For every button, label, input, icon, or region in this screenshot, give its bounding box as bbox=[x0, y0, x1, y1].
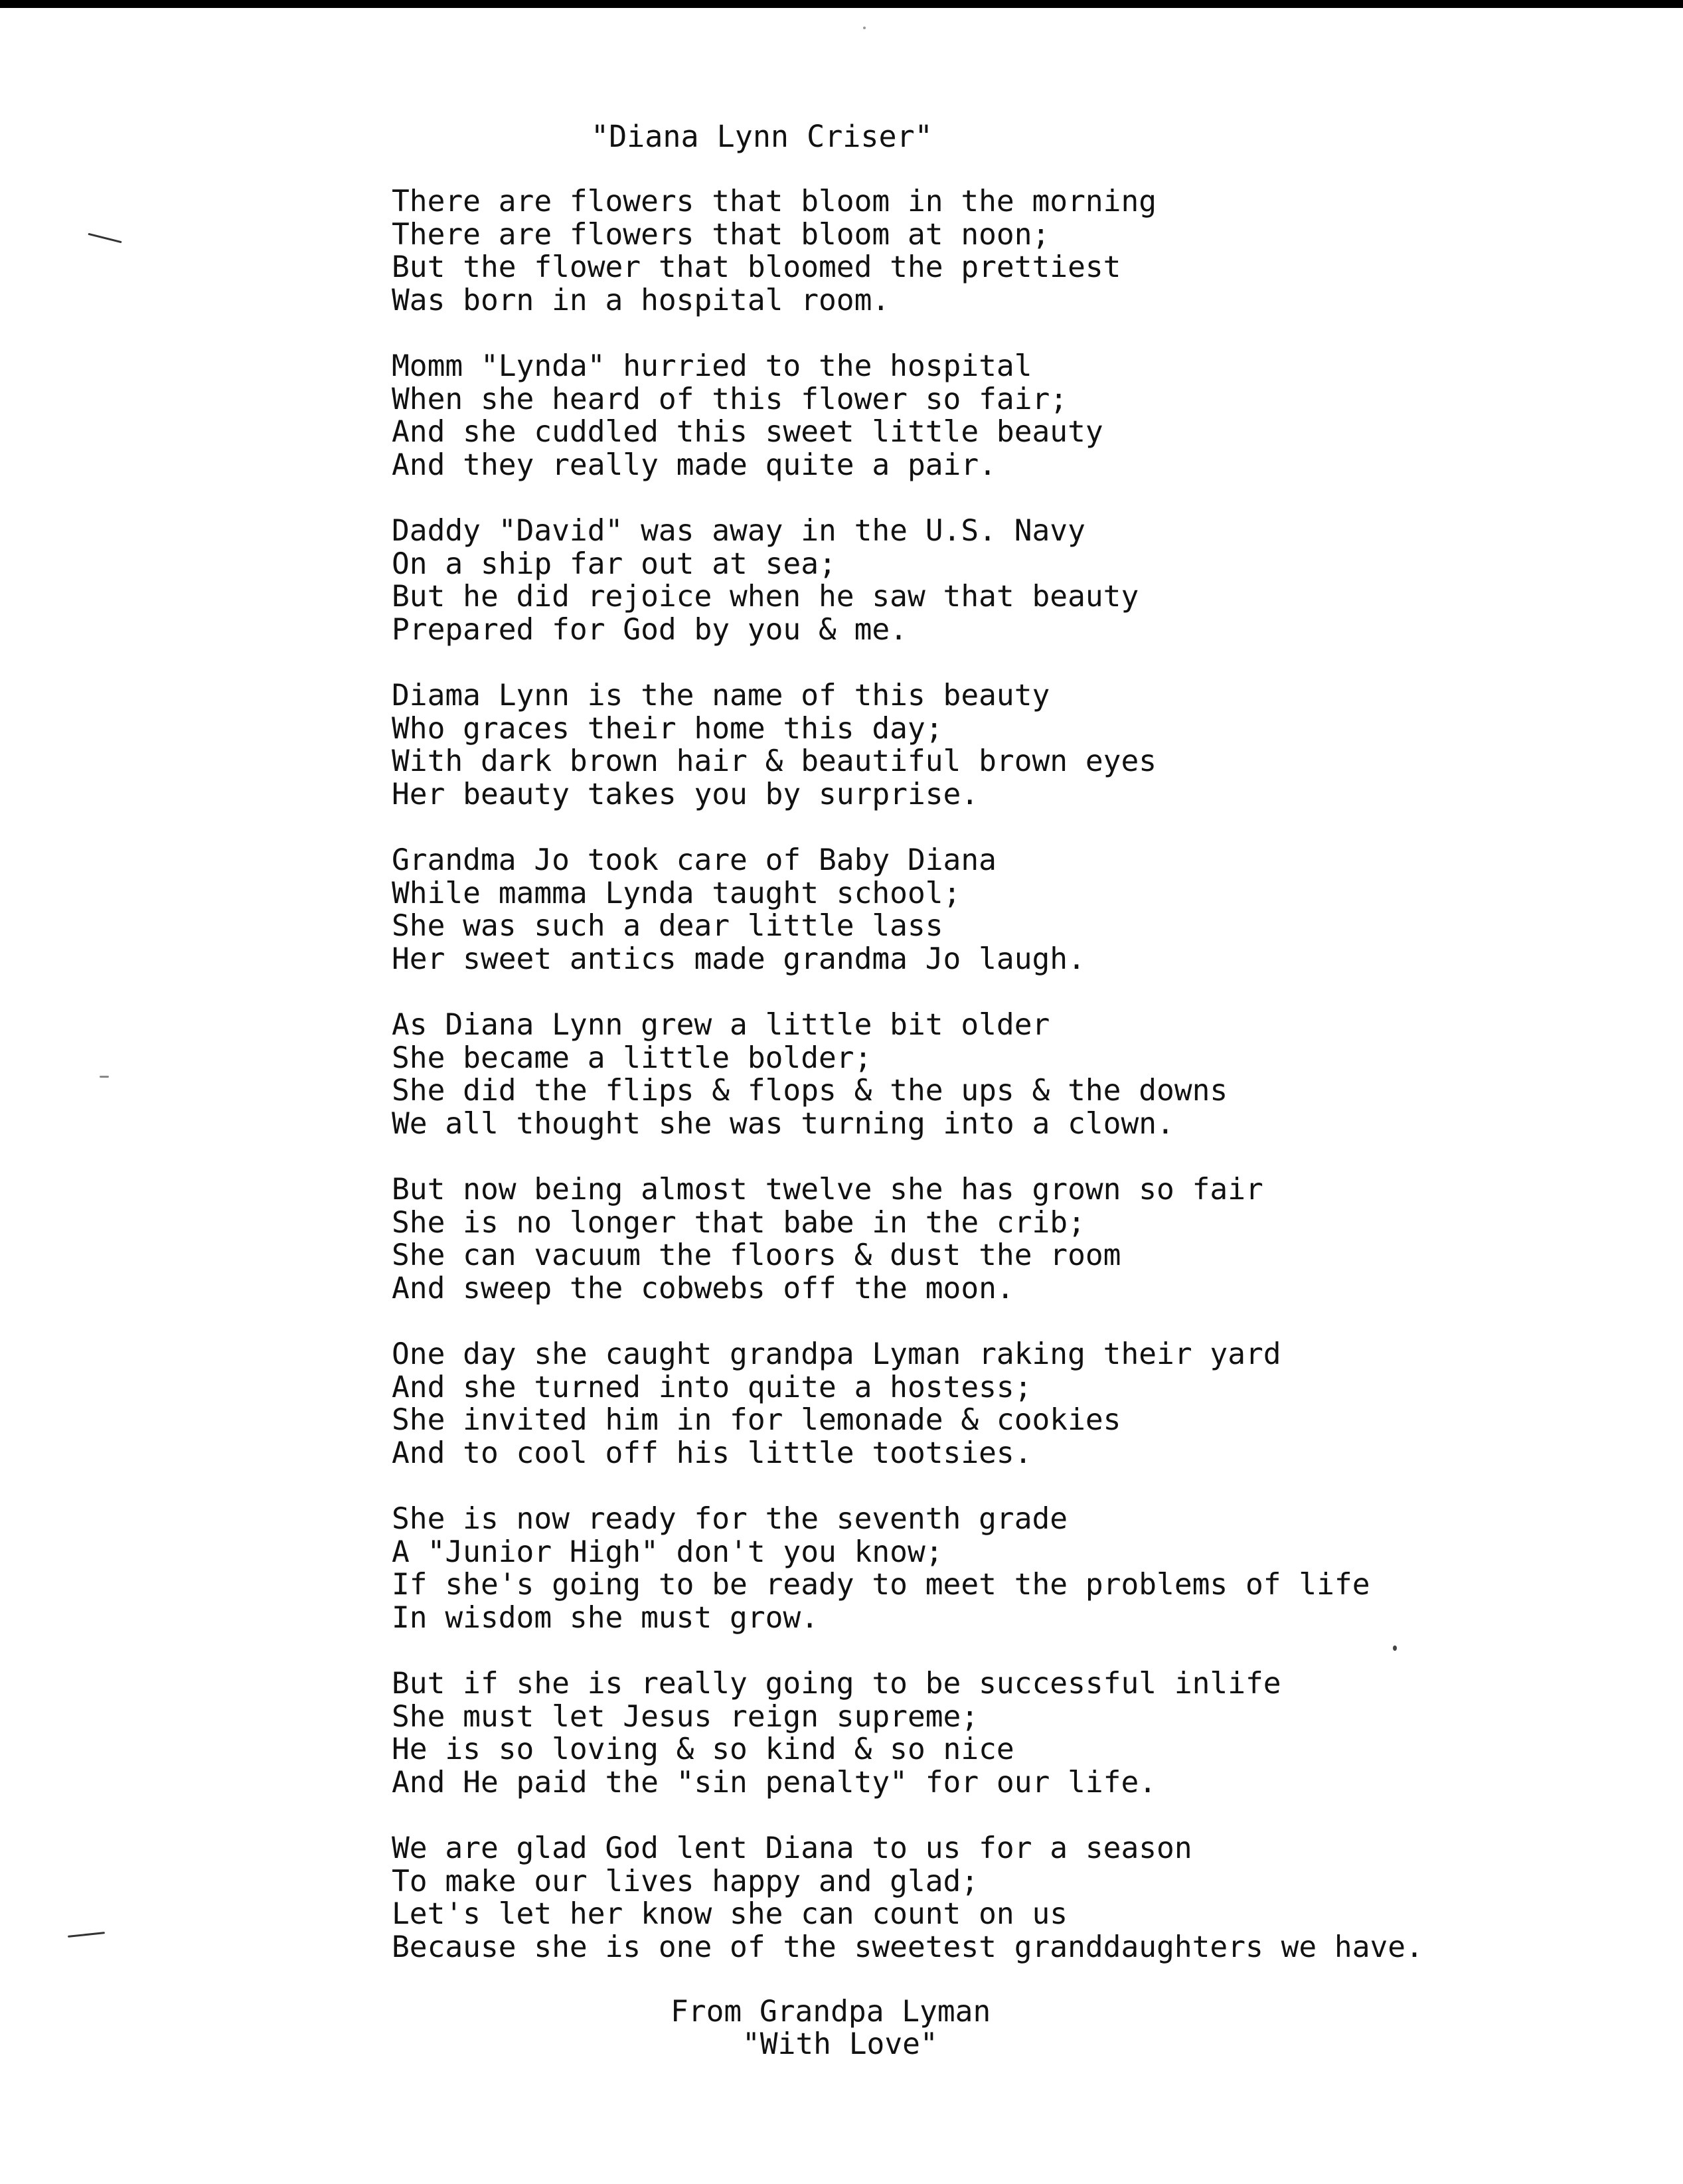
margin-mark bbox=[68, 1932, 105, 1938]
poem-line: One day she caught grandpa Lyman raking their yard bbox=[392, 1337, 1281, 1371]
stanza bbox=[392, 844, 1640, 975]
poem-line: But now being almost twelve she has grown so fair bbox=[392, 1173, 1263, 1207]
poem-line: While mamma Lynda taught school; bbox=[392, 876, 961, 910]
scan-speck bbox=[863, 27, 866, 29]
poem-line: As Diana Lynn grew a little bit older bbox=[392, 1008, 1050, 1042]
poem-line: But the flower that bloomed the prettiest bbox=[392, 250, 1121, 284]
poem-line: With dark brown hair & beautiful brown eyes bbox=[392, 744, 1157, 778]
poem-line: When she heard of this flower so fair; bbox=[392, 382, 1068, 416]
poem-line: There are flowers that bloom in the morning bbox=[392, 185, 1157, 218]
signature-from: From Grandpa Lyman bbox=[671, 1995, 991, 2029]
poem-line: Her beauty takes you by surprise. bbox=[392, 777, 979, 811]
poem-body bbox=[392, 185, 1640, 1997]
stanza bbox=[392, 185, 1640, 317]
poem-line: To make our lives happy and glad; bbox=[392, 1864, 979, 1898]
poem-line: And sweep the cobwebs off the moon. bbox=[392, 1271, 1014, 1305]
poem-line: Let's let her know she can count on us bbox=[392, 1897, 1068, 1931]
poem-line: Prepared for God by you & me. bbox=[392, 612, 908, 647]
poem-line: She invited him in for lemonade & cookies bbox=[392, 1403, 1121, 1437]
poem-line: Because she is one of the sweetest granddaughters we have. bbox=[392, 1930, 1423, 1964]
poem-line: She must let Jesus reign supreme; bbox=[392, 1699, 979, 1734]
poem-line: And to cool off his little tootsies. bbox=[392, 1436, 1032, 1470]
poem-line: On a ship far out at sea; bbox=[392, 546, 837, 581]
poem-line: He is so loving & so kind & so nice bbox=[392, 1732, 1014, 1766]
poem-line: And she turned into quite a hostess; bbox=[392, 1370, 1032, 1404]
poem-line: Was born in a hospital room. bbox=[392, 283, 890, 317]
poem-line: A "Junior High" don't you know; bbox=[392, 1535, 943, 1569]
poem-line: She did the flips & flops & the ups & the downs bbox=[392, 1074, 1228, 1108]
scan-top-edge bbox=[0, 0, 1683, 8]
margin-mark bbox=[100, 1076, 109, 1078]
poem-line: Diama Lynn is the name of this beauty bbox=[392, 679, 1050, 713]
poem-line: She became a little bolder; bbox=[392, 1041, 872, 1075]
poem-title: "Diana Lynn Criser" bbox=[591, 119, 933, 154]
stanza bbox=[392, 1173, 1640, 1305]
poem-line: We all thought she was turning into a clown. bbox=[392, 1106, 1174, 1141]
stanza bbox=[392, 1667, 1640, 1799]
poem-line: But if she is really going to be successful inlife bbox=[392, 1667, 1281, 1701]
poem-line: She is now ready for the seventh grade bbox=[392, 1502, 1068, 1536]
poem-line: Momm "Lynda" hurried to the hospital bbox=[392, 349, 1032, 383]
stanza bbox=[392, 350, 1640, 481]
poem-line: She can vacuum the floors & dust the room bbox=[392, 1238, 1121, 1272]
margin-mark bbox=[88, 233, 121, 243]
poem-line: And she cuddled this sweet little beauty bbox=[392, 415, 1103, 449]
signature-with-love: "With Love" bbox=[742, 2027, 938, 2061]
poem-line: Her sweet antics made grandma Jo laugh. bbox=[392, 942, 1085, 976]
poem-line: And they really made quite a pair. bbox=[392, 448, 997, 482]
stanza bbox=[392, 679, 1640, 811]
stanza bbox=[392, 1009, 1640, 1140]
poem-line: In wisdom she must grow. bbox=[392, 1600, 819, 1635]
stanza bbox=[392, 1832, 1640, 1964]
signature bbox=[671, 1995, 991, 2060]
poem-line: There are flowers that bloom at noon; bbox=[392, 217, 1050, 252]
poem-line: Who graces their home this day; bbox=[392, 711, 943, 746]
poem-line: We are glad God lent Diana to us for a season bbox=[392, 1831, 1192, 1865]
stanza bbox=[392, 1503, 1640, 1634]
poem-line: Daddy "David" was away in the U.S. Navy bbox=[392, 514, 1085, 548]
stanza bbox=[392, 1338, 1640, 1470]
poem-line: Grandma Jo took care of Baby Diana bbox=[392, 843, 997, 877]
poem-line: If she's going to be ready to meet the problems of life bbox=[392, 1568, 1370, 1602]
poem-line: And He paid the "sin penalty" for our life. bbox=[392, 1765, 1157, 1800]
poem-line: But he did rejoice when he saw that beauty bbox=[392, 580, 1139, 614]
poem-line: She is no longer that babe in the crib; bbox=[392, 1205, 1085, 1240]
stanza bbox=[392, 515, 1640, 646]
poem-line: She was such a dear little lass bbox=[392, 909, 943, 943]
